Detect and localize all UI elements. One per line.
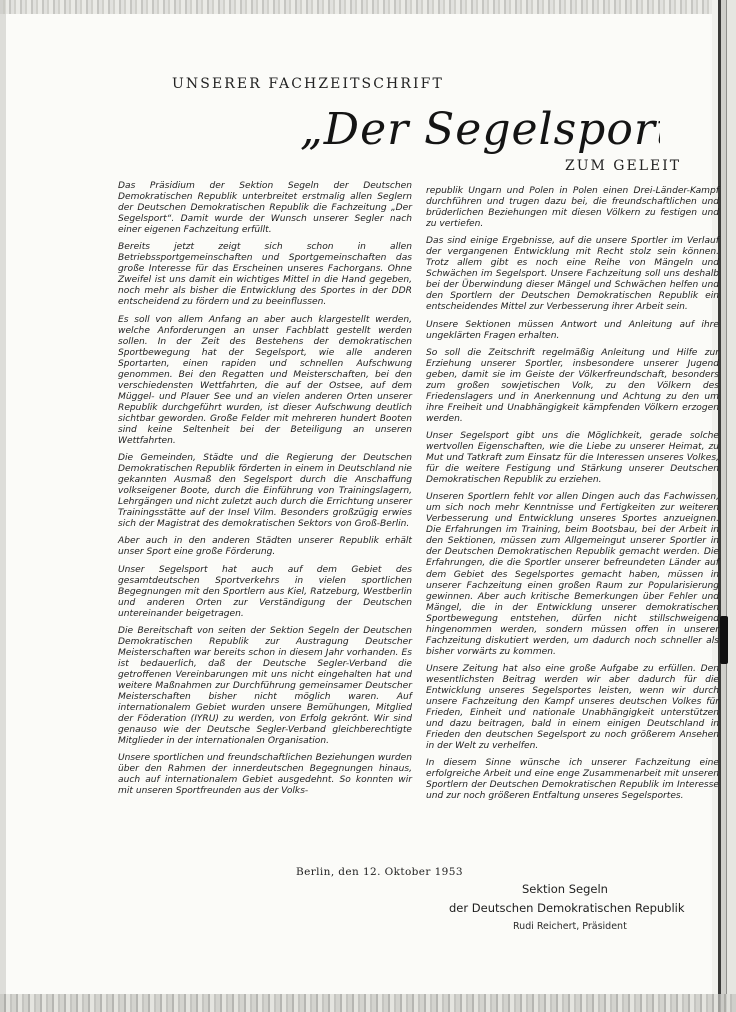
left-paragraph-1: Das Präsidium der Sektion Segeln der Deutschen Demokratischen Republik unterbreitet erstmalig allen Seglern der Deutschen Demokratischen Republik die Fachzeitung „Der Segelsport“. Damit wurde der Wunsch unserer Segler nach einer eigenen Fachzeitung erfüllt.	[118, 181, 412, 236]
magazine-title-text: „Der Segelsport“	[300, 104, 660, 155]
scan-edge-top	[0, 0, 736, 14]
magazine-title	[300, 92, 660, 162]
left-paragraph-3: Es soll von allem Anfang an aber auch klargestellt werden, welche Anforderungen an unser Fachblatt gestellt werden sollen. In der Zeit des Bestehens der demokratischen Sportbewegung hat der Segelsport, wie alle anderen Sportarten, einen rapiden und schnellen Aufschwung genommen. Bei den Regatten und Meisterschaften, bei den verschiedensten Wettfahrten, die auf der Ostsee, auf dem Müggel- und Plauer See und an vielen anderen Orten unserer Republik durchgeführt wurden, ist dieser Aufschwung deutlich sichtbar geworden. Große Felder mit mehreren hundert Booten sind keine Seltenheit bei der Beteiligung an unseren Wettfahrten.	[118, 314, 412, 447]
signature-date: Berlin, den 12. Oktober 1953	[296, 866, 463, 878]
left-paragraph-6: Unser Segelsport hat auch auf dem Gebiet des gesamtdeutschen Sportverkehrs in vielen sportlichen Begegnungen mit den Sportlern aus Kiel, Ratzeburg, Westberlin und anderen Orten zur Verständigung der Deutschen untereinander beigetragen.	[118, 564, 412, 619]
scan-edge-left	[0, 0, 6, 1012]
right-paragraph-7: Unsere Zeitung hat also eine große Aufgabe zu erfüllen. Den wesentlichsten Beitrag werden wir aber dadurch für die Entwicklung unseres Segelsportes leisten, wenn wir durch unsere Fachzeitung den Kampf unseres deutschen Volkes für Frieden, Einheit und nationale Unabhängigkeit unterstützen und dazu beitragen, bald in einem einigen Deutschland in Frieden den deutschen Segelsport zu noch größerem Ansehen in der Welt zu verhelfen.	[426, 663, 719, 752]
scan-edge-bottom	[0, 994, 736, 1012]
left-paragraph-2: Bereits jetzt zeigt sich schon in allen Betriebssportgemeinschaften und Sportgemeinschaften das große Interesse für das Erscheinen unseres Fachorgans. Ohne Zweifel ist uns damit ein wichtiges Mittel in die Hand gegeben, noch mehr als bisher die Entwicklung des Sportes in der DDR entscheidend zu fördern und zu beeinflussen.	[118, 242, 412, 308]
right-column	[426, 186, 719, 808]
left-column	[118, 181, 412, 803]
right-paragraph-3: Unsere Sektionen müssen Antwort und Anleitung auf ihre ungeklärten Fragen erhalten.	[426, 319, 719, 341]
signature-name: Rudi Reichert, Präsident	[513, 921, 627, 932]
left-paragraph-7: Die Bereitschaft von seiten der Sektion Segeln der Deutschen Demokratischen Republik zur Austragung Deutscher Meisterschaften war bereits schon in diesem Jahr vorhanden. Es ist bedauerlich, daß der Deutsche Segler-Verband die getroffenen Vereinbarungen mit uns nicht eingehalten hat und weitere Maßnahmen zur Durchführung gemeinsamer Deutscher Meisterschaften bisher nicht möglich waren. Auf internationalem Gebiet wurden unsere Bemühungen, Mitglied der Föderation (IYRU) zu werden, von Erfolg gekrönt. Wir sind genauso wie der Deutsche Segler-Verband gleichberechtigte Mitglieder in der internationalen Organisation.	[118, 625, 412, 747]
right-paragraph-8: In diesem Sinne wünsche ich unserer Fachzeitung eine erfolgreiche Arbeit und eine enge Zusammenarbeit mit unseren Sportlern der Deutschen Demokratischen Republik im Interesse und zur noch größeren Entfaltung unseres Segelsportes.	[426, 758, 719, 802]
right-paragraph-5: Unser Segelsport gibt uns die Möglichkeit, gerade solche wertvollen Eigenschaften, wie die Liebe zu unserer Heimat, zu Mut und Tatkraft zum Einsatz für die Interessen unseres Volkes, für die weitere Festigung und Stärkung unserer Deutschen Demokratischen Republik zu erziehen.	[426, 430, 719, 486]
right-paragraph-4: So soll die Zeitschrift regelmäßig Anleitung und Hilfe zur Erziehung unserer Sportler, insbesondere unserer Jugend geben, damit sie im Geiste der Völkerfreundschaft, besonders zum großen sowjetischen Volk, zu den Völkern des Friedenslagers und in Anerkennung und Achtung zu den um ihre Freiheit und Unabhängigkeit kämpfenden Völkern erzogen werden.	[426, 347, 719, 424]
magazine-title-svg	[300, 92, 660, 162]
header-line-top: UNSERER FACHZEITSCHRIFT	[172, 76, 444, 92]
binder-mark	[720, 616, 728, 664]
left-paragraph-4: Die Gemeinden, Städte und die Regierung der Deutschen Demokratischen Republik förderten in einem in Deutschland nie gekannten Ausmaß den Segelsport durch die Anschaffung volkseigener Boote, durch die Einführung von Trainingslagern, Lehrgängen und nicht zuletzt auch durch die Errichtung unserer Trainingsstätte auf der Insel Vilm. Besonders großzügig erwies sich der Magistrat des demokratischen Sektors von Groß-Berlin.	[118, 453, 412, 530]
right-paragraph-1: republik Ungarn und Polen in Polen einen Drei-Länder-Kampf durchführen und trugen dazu bei, die freundschaftlichen und brüderlichen Beziehungen mit diesen Völkern zu festigen und zu vertiefen.	[426, 186, 719, 230]
left-paragraph-8: Unsere sportlichen und freundschaftlichen Beziehungen wurden über den Rahmen der innerdeutschen Begegnungen hinaus, auch auf internationalem Gebiet ausgedehnt. So konnten wir mit unseren Sportfreunden aus der Volks-	[118, 753, 412, 797]
signature-org-line-2: der Deutschen Demokratischen Republik	[449, 901, 685, 915]
header-line-bottom: ZUM GELEIT	[565, 158, 682, 174]
left-paragraph-5: Aber auch in den anderen Städten unserer Republik erhält unser Sport eine große Förderung.	[118, 536, 412, 558]
right-paragraph-6: Unseren Sportlern fehlt vor allen Dingen auch das Fachwissen, um sich noch mehr Kenntnisse und Fertigkeiten zur weiteren Verbesserung und Entwicklung unseres Sportes anzueignen. Die Erfahrungen im Training, beim Bootsbau, bei der Arbeit in den Sektionen, müssen zum Allgemeingut unserer Sportler in der Deutschen Demokratischen Republik gemacht werden. Die Erfahrungen, die die Sportler unserer befreundeten Länder auf dem Gebiet des Segelsportes gemacht haben, müssen in unserer Fachzeitung einen großen Raum zur Popularisierung gewinnen. Aber auch kritische Bemerkungen über Fehler und Mängel, die in der Entwicklung unserer demokratischen Sportbewegung entstehen, dürfen nicht stillschweigend hingenommen werden, sondern müssen offen in unserer Fachzeitung diskutiert werden, um dadurch noch schneller als bisher vorwärts zu kommen.	[426, 492, 719, 657]
right-paragraph-2: Das sind einige Ergebnisse, auf die unsere Sportler im Verlauf der vergangenen Entwicklung mit Recht stolz sein können. Trotz allem gibt es noch eine Reihe von Mängeln und Schwächen im Segelsport. Unsere Fachzeitung soll uns deshalb bei der Überwindung dieser Mängel und Schwächen helfen und den Sportlern der Deutschen Demokratischen Republik ein entscheidendes Mittel zur Verbesserung ihrer Arbeit sein.	[426, 236, 719, 313]
signature-org-line-1: Sektion Segeln	[522, 882, 608, 896]
